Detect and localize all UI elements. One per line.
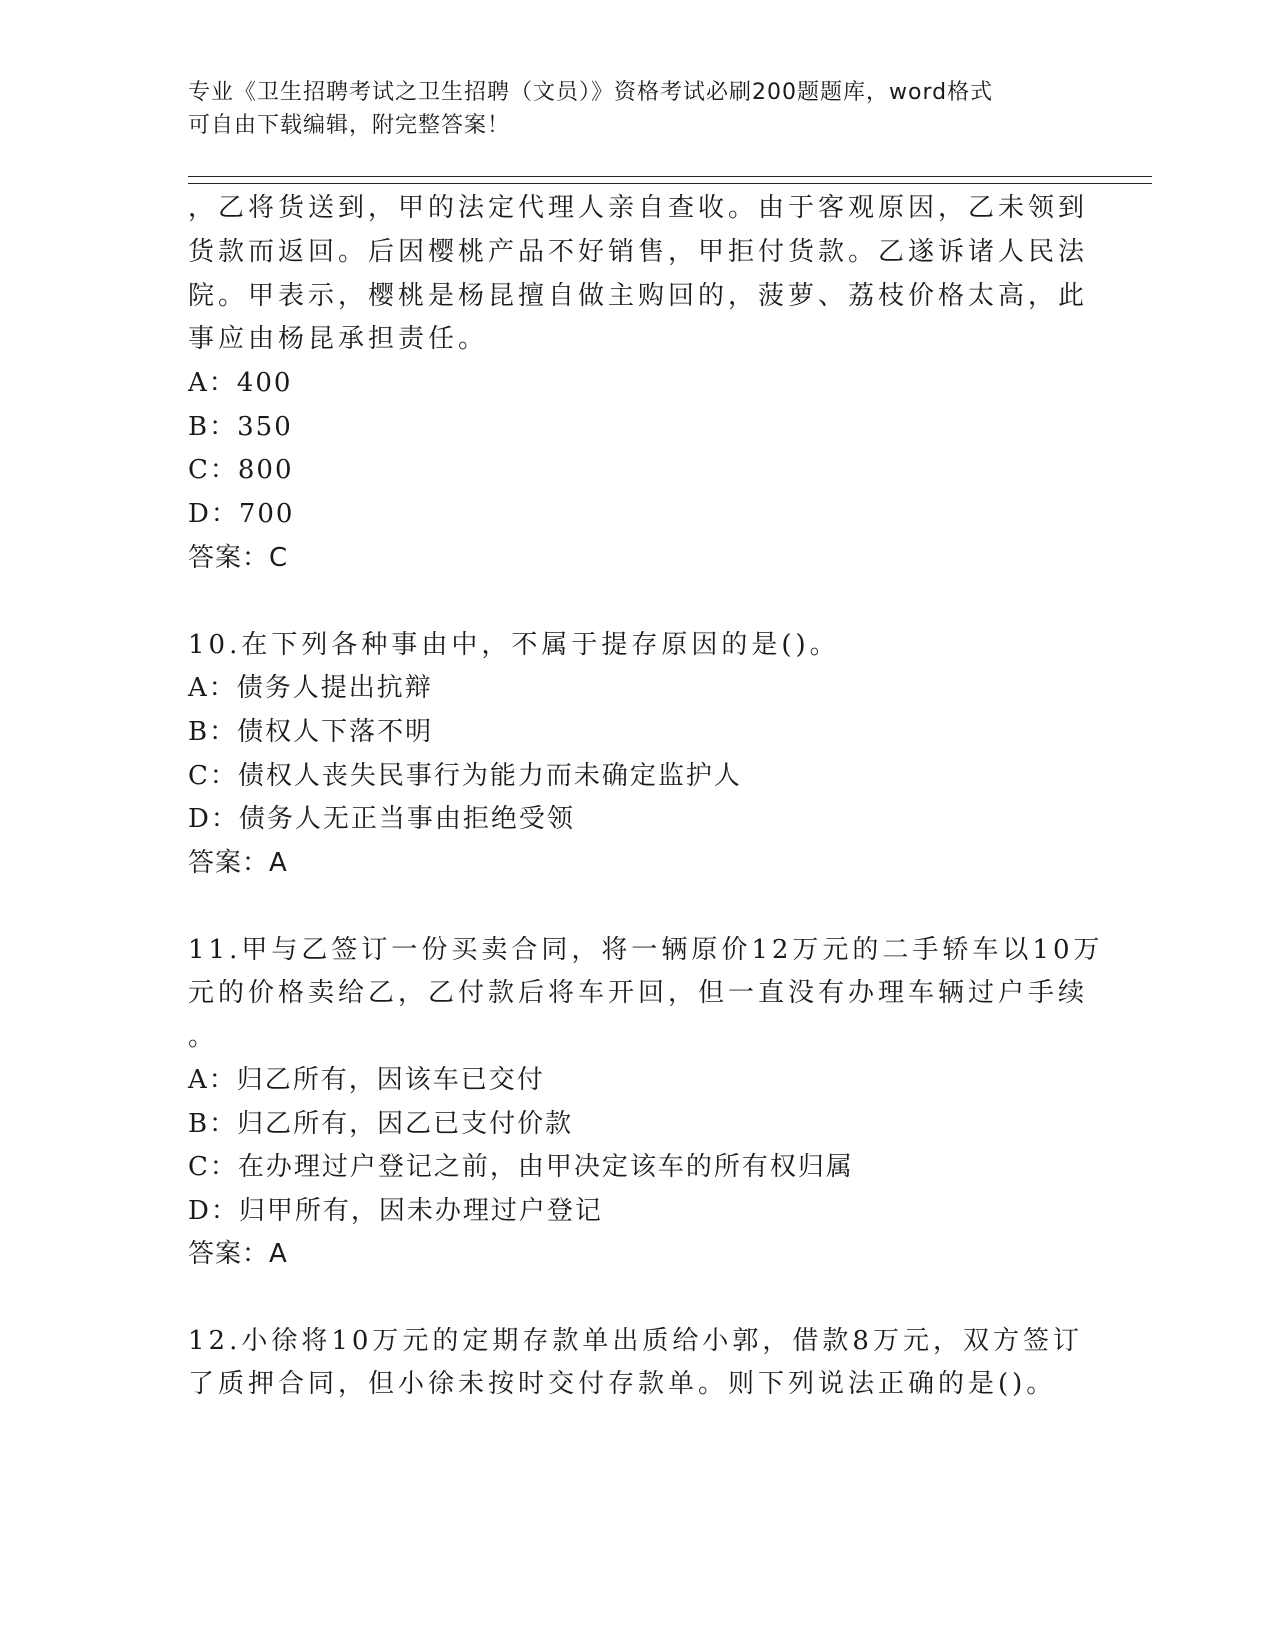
question-10-option-c: C：债权人丧失民事行为能力而未确定监护人 [188, 761, 742, 791]
question-11-text-line: 。 [188, 1022, 219, 1052]
question-9-text-line: 院。甲表示，樱桃是杨昆擅自做主购回的，菠萝、荔枝价格太高，此 [188, 281, 1089, 311]
question-10-option-a: A：债务人提出抗辩 [188, 673, 433, 703]
question-9-text-line: ，乙将货送到，甲的法定代理人亲自查收。由于客观原因，乙未领到 [188, 193, 1089, 223]
question-9-option-c: C：800 [188, 455, 294, 485]
question-12-text-line: 12.小徐将10万元的定期存款单出质给小郭，借款8万元，双方签订 [188, 1326, 1083, 1356]
question-10-option-d: D：债务人无正当事由拒绝受领 [188, 804, 575, 834]
question-11-option-d: D：归甲所有，因未办理过户登记 [188, 1196, 603, 1226]
question-9-option-b: B：350 [188, 412, 293, 442]
question-9-answer: 答案：C [188, 543, 289, 573]
question-9-option-a: A：400 [188, 368, 293, 398]
question-9-option-d: D：700 [188, 499, 295, 529]
question-10-answer: 答案：A [188, 848, 288, 878]
header-line-2: 可自由下载编辑，附完整答案！ [188, 113, 511, 138]
header-rule-top [188, 176, 1152, 177]
question-9-text-line: 事应由杨昆承担责任。 [188, 324, 489, 354]
document-header [188, 76, 1088, 142]
question-11-text-line: 11.甲与乙签订一份买卖合同，将一辆原价12万元的二手轿车以10万 [188, 935, 1104, 965]
question-11-option-b: B：归乙所有，因乙已支付价款 [188, 1109, 574, 1139]
header-rule-bottom [188, 183, 1152, 184]
question-11-text-line: 元的价格卖给乙，乙付款后将车开回，但一直没有办理车辆过户手续 [188, 978, 1089, 1008]
header-line-1: 专业《卫生招聘考试之卫生招聘（文员）》资格考试必刷200题题库，word格式 [188, 80, 994, 105]
question-10-option-b: B：债权人下落不明 [188, 717, 434, 747]
question-11-option-a: A：归乙所有，因该车已交付 [188, 1065, 545, 1095]
question-11-answer: 答案：A [188, 1239, 288, 1269]
question-12-text-line: 了质押合同，但小徐未按时交付存款单。则下列说法正确的是()。 [188, 1369, 1057, 1399]
question-9-text-line: 货款而返回。后因樱桃产品不好销售，甲拒付货款。乙遂诉诸人民法 [188, 237, 1089, 267]
question-11-option-c: C：在办理过户登记之前，由甲决定该车的所有权归属 [188, 1152, 854, 1182]
question-10-text-line: 10.在下列各种事由中，不属于提存原因的是()。 [188, 630, 840, 660]
